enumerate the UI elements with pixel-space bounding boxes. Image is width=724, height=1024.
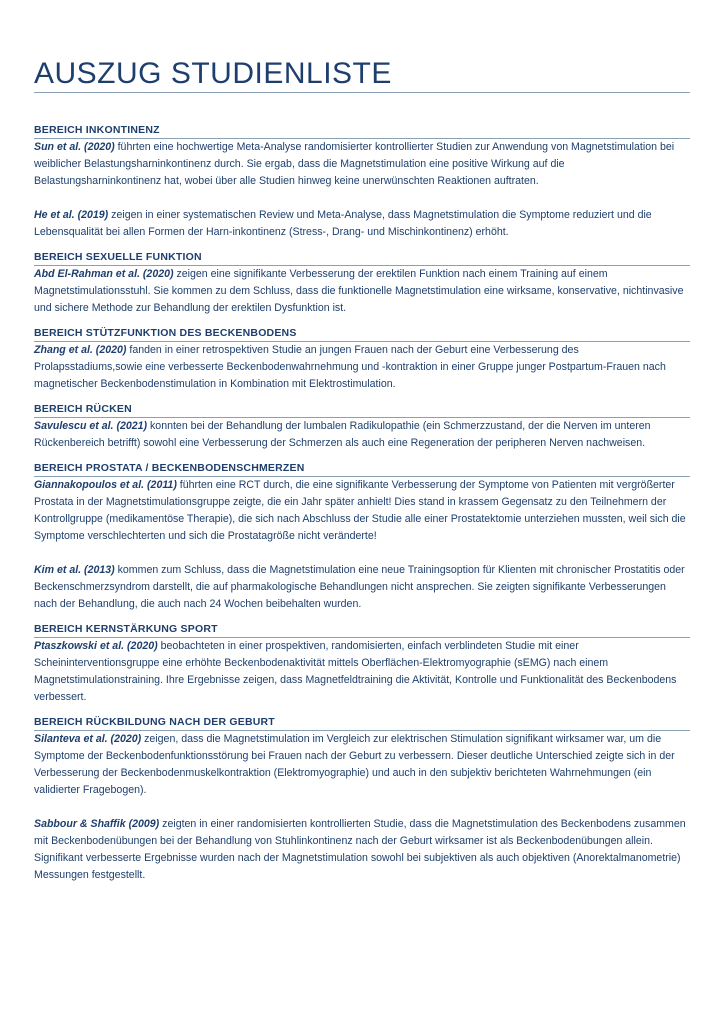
study-text: konnten bei der Behandlung der lumbalen Radikulopathie (ein Schmerzzustand, der die Nerven im unteren Rückenbereich betrifft) sowohl eine Verbesserung der Schmerzen als auch eine Regeneration der peripheren Nerven nachweisen. bbox=[34, 420, 651, 449]
study-entry bbox=[34, 562, 690, 613]
section-prostata bbox=[34, 462, 690, 613]
study-author: Silanteva et al. (2020) bbox=[34, 733, 142, 745]
section-inkontinenz bbox=[34, 124, 690, 241]
study-entry bbox=[34, 266, 690, 317]
study-text: fanden in einer retrospektiven Studie an jungen Frauen nach der Geburt eine Verbesserung des Prolapsstadiums,sowie eine verbesserte Beckenbodenwahrnehmung und -kontraktion in einer Gruppe junger Postpartum-Frauen nach magnetischer Beckenbodenstimulation in Kombination mit Elektrostimulation. bbox=[34, 344, 666, 390]
section-heading: BEREICH RÜCKEN bbox=[34, 403, 690, 418]
page-title: AUSZUG STUDIENLISTE bbox=[34, 57, 392, 90]
study-entry bbox=[34, 731, 690, 799]
study-author: Giannakopoulos et al. (2011) bbox=[34, 479, 177, 491]
section-heading: BEREICH STÜTZFUNKTION DES BECKENBODENS bbox=[34, 327, 690, 342]
study-author: Sabbour & Shaffik (2009) bbox=[34, 818, 160, 830]
study-author: Zhang et al. (2020) bbox=[34, 344, 127, 356]
section-heading: BEREICH SEXUELLE FUNKTION bbox=[34, 251, 690, 266]
section-sexuelle-funktion bbox=[34, 251, 690, 317]
study-entry bbox=[34, 816, 690, 884]
study-list bbox=[34, 124, 690, 894]
study-entry bbox=[34, 477, 690, 545]
title-divider bbox=[34, 92, 690, 93]
study-author: Sun et al. (2020) bbox=[34, 141, 115, 153]
study-text: zeigen, dass die Magnetstimulation im Vergleich zur elektrischen Stimulation signifikant wirksamer war, um die Symptome der Beckenbodenfunktionsstörung bei Frauen nach der Geburt zu verbessern. Dieser deutliche Unterschied zeigte sich in der Verbesserung der Beckenbodenmuskelkontraktion (Elektromyographie) und auch in den subjektiv berichteten Wahrnehmungen (ein validierter Fragebogen). bbox=[34, 733, 675, 796]
study-text: kommen zum Schluss, dass die Magnetstimulation eine neue Trainingsoption für Klienten mit chronischer Prostatitis oder Beckenschmerzsyndrom darstellt, die auf pharmakologische Behandlungen nicht ansprechen. Sie zeigten signifikante Verbesserungen nach der Behandlung, die auch nach 24 Wochen beibehalten wurden. bbox=[34, 564, 685, 610]
study-text: zeigen eine signifikante Verbesserung der erektilen Funktion nach einem Training auf einem Magnetstimulationsstuhl. Sie kommen zu dem Schluss, dass die funktionelle Magnetstimulation eine wirksame, konservative, nichtinvasive und sichere Methode zur Behandlung der erektilen Dysfunktion ist. bbox=[34, 268, 684, 314]
section-heading: BEREICH KERNSTÄRKUNG SPORT bbox=[34, 623, 690, 638]
section-kernstaerkung bbox=[34, 623, 690, 706]
section-heading: BEREICH RÜCKBILDUNG NACH DER GEBURT bbox=[34, 716, 690, 731]
section-heading: BEREICH PROSTATA / BECKENBODENSCHMERZEN bbox=[34, 462, 690, 477]
section-ruecken bbox=[34, 403, 690, 452]
study-text: führten eine hochwertige Meta-Analyse randomisierter kontrollierter Studien zur Anwendung von Magnetstimulation bei weiblicher Belastungsharninkontinenz durch. Sie ergab, dass die Magnetstimulation eine positive Wirkung auf die Belastungsharninkontinenz hat, wobei über alle Studien hinweg keine unerwünschten Reaktionen auftraten. bbox=[34, 141, 675, 187]
study-text: führten eine RCT durch, die eine signifikante Verbesserung der Symptome von Patienten mit vergrößerter Prostata in der Magnetstimulationsgruppe zeigte, die ein Jahr später anhielt! Dies stand in krassem Gegensatz zu den Teilnehmern der Kontrollgruppe (medikamentöse Therapie), die sich nach Abschluss der Studie alle einer Prostatektomie unterziehen mussten, weil sich die Symptome verschlechterten und sich die Prostatagröße nicht veränderte! bbox=[34, 479, 686, 542]
study-text: zeigten in einer randomisierten kontrollierten Studie, dass die Magnetstimulation des Beckenbodens zusammen mit Beckenbodenübungen bei der Behandlung von Stuhlinkontinenz nach der Geburt wirksamer ist als Beckenbodenübungen allein. Signifikant verbesserte Ergebnisse wurden nach der Magnetstimulation sowohl bei subjektiven als auch objektiven (Anorektalmanometrie) Messungen festgestellt. bbox=[34, 818, 686, 881]
section-heading: BEREICH INKONTINENZ bbox=[34, 124, 690, 139]
study-author: He et al. (2019) bbox=[34, 209, 109, 221]
section-rueckbildung bbox=[34, 716, 690, 884]
section-stuetzfunktion bbox=[34, 327, 690, 393]
study-entry bbox=[34, 418, 690, 452]
study-entry bbox=[34, 638, 690, 706]
study-text: zeigen in einer systematischen Review und Meta-Analyse, dass Magnetstimulation die Symptome reduziert und die Lebensqualität bei allen Formen der Harn-inkontinenz (Stress-, Drang- und Mischinkontinenz) erhöht. bbox=[34, 209, 652, 238]
study-text: beobachteten in einer prospektiven, randomisierten, einfach verblindeten Studie mit einer Scheininterventionsgruppe eine erhöhte Beckenbodenaktivität mittels Oberflächen-Elektromyographie (sEMG) nach einem Magnetstimulationstraining. Ihre Ergebnisse zeigen, dass Magnetfeldtraining die Aktivität, Kontrolle und Funktionalität des Beckenbodens verbessert. bbox=[34, 640, 677, 703]
study-author: Ptaszkowski et al. (2020) bbox=[34, 640, 158, 652]
study-author: Abd El-Rahman et al. (2020) bbox=[34, 268, 174, 280]
study-entry bbox=[34, 207, 690, 241]
study-author: Savulescu et al. (2021) bbox=[34, 420, 148, 432]
study-author: Kim et al. (2013) bbox=[34, 564, 115, 576]
study-entry bbox=[34, 139, 690, 190]
study-entry bbox=[34, 342, 690, 393]
